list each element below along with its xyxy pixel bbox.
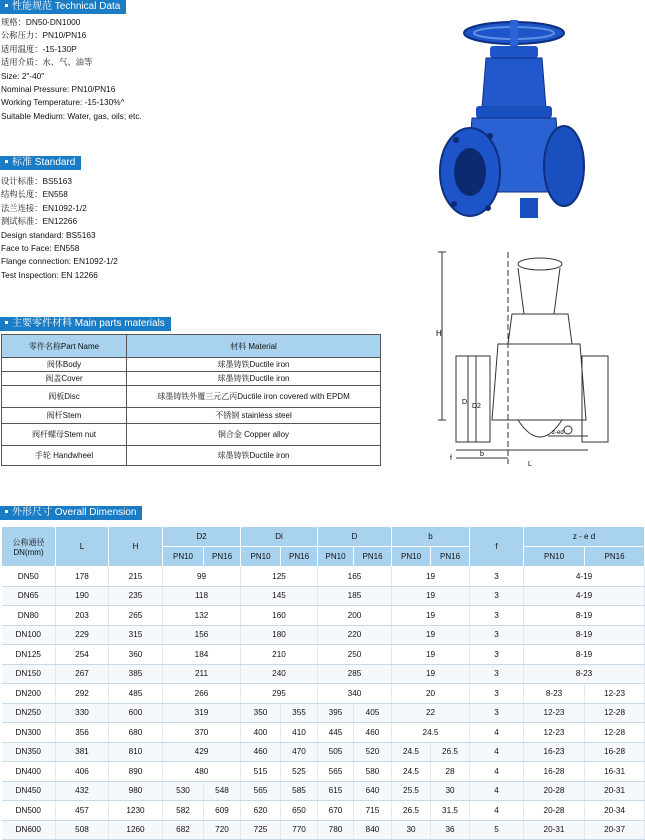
table-cell: 20-31 bbox=[585, 781, 645, 801]
table-cell: 球墨铸铁外覆三元乙丙Ductile iron covered with EPDM bbox=[127, 386, 381, 408]
table-cell: 285 bbox=[318, 664, 392, 684]
table-cell: 12-28 bbox=[585, 703, 645, 723]
table-cell: 阀杆Stem bbox=[2, 408, 127, 424]
table-cell: 8-23 bbox=[524, 684, 585, 704]
row-header-cell: DN300 bbox=[2, 723, 56, 743]
column-subheader: PN10 bbox=[163, 547, 204, 567]
table-cell: 铜合金 Copper alloy bbox=[127, 424, 381, 446]
spec-line: 规格：DN50-DN1000 bbox=[1, 17, 81, 27]
column-subheader: PN16 bbox=[431, 547, 470, 567]
standard-list bbox=[1, 175, 118, 282]
table-cell: 阀体Body bbox=[2, 358, 127, 372]
table-cell: 215 bbox=[109, 567, 163, 587]
label-D: D bbox=[462, 399, 468, 406]
column-header: D2 bbox=[163, 527, 241, 547]
table-cell: 22 bbox=[392, 703, 470, 723]
table-row bbox=[2, 684, 645, 704]
table-cell: 240 bbox=[241, 664, 318, 684]
table-cell: 615 bbox=[318, 781, 354, 801]
table-cell: 185 bbox=[318, 586, 392, 606]
row-header-cell: DN80 bbox=[2, 606, 56, 626]
table-row bbox=[2, 762, 645, 782]
table-row bbox=[2, 408, 381, 424]
table-cell: 3 bbox=[470, 664, 524, 684]
table-cell: 8-19 bbox=[524, 645, 645, 665]
table-cell: 4 bbox=[470, 801, 524, 821]
table-cell: 235 bbox=[109, 586, 163, 606]
column-header: H bbox=[109, 527, 163, 567]
table-cell: 229 bbox=[56, 625, 109, 645]
table-cell: 26.5 bbox=[431, 742, 470, 762]
table-cell: 330 bbox=[56, 703, 109, 723]
table-cell: 370 bbox=[163, 723, 241, 743]
table-cell: 8-23 bbox=[524, 664, 645, 684]
row-header-cell: DN500 bbox=[2, 801, 56, 821]
column-subheader: PN16 bbox=[281, 547, 318, 567]
table-header-row bbox=[2, 527, 645, 547]
table-cell: 640 bbox=[354, 781, 392, 801]
label-D2: D2 bbox=[472, 403, 481, 410]
table-cell: 156 bbox=[163, 625, 241, 645]
standard-line: 测试标准：EN12266 bbox=[1, 216, 78, 227]
table-cell: 980 bbox=[109, 781, 163, 801]
table-cell: 565 bbox=[318, 762, 354, 782]
section-header-parts bbox=[0, 317, 171, 331]
column-subheader: PN10 bbox=[392, 547, 431, 567]
technical-data-list bbox=[1, 16, 142, 123]
table-cell: 12-23 bbox=[585, 684, 645, 704]
table-header-row bbox=[2, 335, 381, 358]
table-cell: 手轮 Handwheel bbox=[2, 446, 127, 466]
table-cell: 20-31 bbox=[524, 820, 585, 840]
table-cell: 165 bbox=[318, 567, 392, 587]
table-cell: 132 bbox=[163, 606, 241, 626]
row-header-cell: DN350 bbox=[2, 742, 56, 762]
table-cell: 184 bbox=[163, 645, 241, 665]
section-header-technical-data bbox=[0, 0, 126, 14]
table-cell: 球墨铸铁Ductile iron bbox=[127, 372, 381, 386]
table-cell: 670 bbox=[318, 801, 354, 821]
section-header-standard bbox=[0, 156, 81, 170]
table-cell: 203 bbox=[56, 606, 109, 626]
table-cell: 24.5 bbox=[392, 742, 431, 762]
gate-valve-photo bbox=[436, 12, 592, 234]
table-row bbox=[2, 372, 381, 386]
table-cell: 254 bbox=[56, 645, 109, 665]
table-row bbox=[2, 703, 645, 723]
table-cell: 12-23 bbox=[524, 703, 585, 723]
table-cell: 266 bbox=[163, 684, 241, 704]
bullet-icon bbox=[5, 160, 8, 163]
table-cell: 385 bbox=[109, 664, 163, 684]
label-b: b bbox=[480, 451, 484, 458]
table-cell: 118 bbox=[163, 586, 241, 606]
table-cell: 1260 bbox=[109, 820, 163, 840]
section-title: 外形尺寸 Overall Dimension bbox=[12, 507, 137, 518]
table-cell: 20-28 bbox=[524, 801, 585, 821]
table-cell: 520 bbox=[354, 742, 392, 762]
table-cell: 3 bbox=[470, 645, 524, 665]
table-cell: 190 bbox=[56, 586, 109, 606]
table-row bbox=[2, 820, 645, 840]
row-header-cell: DN400 bbox=[2, 762, 56, 782]
table-row bbox=[2, 567, 645, 587]
table-row bbox=[2, 586, 645, 606]
table-cell: 250 bbox=[318, 645, 392, 665]
bullet-icon bbox=[5, 321, 8, 324]
table-cell: 20-37 bbox=[585, 820, 645, 840]
table-cell: 445 bbox=[318, 723, 354, 743]
table-cell: 840 bbox=[354, 820, 392, 840]
table-cell: 20-28 bbox=[524, 781, 585, 801]
table-cell: 36 bbox=[431, 820, 470, 840]
spec-line: Nominal Pressure: PN10/PN16 bbox=[1, 83, 116, 94]
table-cell: 770 bbox=[281, 820, 318, 840]
table-cell: 319 bbox=[163, 703, 241, 723]
table-row bbox=[2, 625, 645, 645]
label-f: f bbox=[450, 455, 452, 462]
table-cell: 8-19 bbox=[524, 606, 645, 626]
table-cell: 485 bbox=[109, 684, 163, 704]
table-cell: 阀杆螺母Stem nut bbox=[2, 424, 127, 446]
table-cell: 810 bbox=[109, 742, 163, 762]
table-cell: 220 bbox=[318, 625, 392, 645]
table-cell: 31.5 bbox=[431, 801, 470, 821]
table-cell: 30 bbox=[431, 781, 470, 801]
table-row bbox=[2, 358, 381, 372]
table-row bbox=[2, 801, 645, 821]
table-cell: 180 bbox=[241, 625, 318, 645]
table-cell: 315 bbox=[109, 625, 163, 645]
standard-line: Test Inspection: EN 12266 bbox=[1, 269, 98, 280]
standard-line: 结构长度：EN558 bbox=[1, 189, 68, 200]
bullet-icon bbox=[5, 4, 8, 7]
column-subheader: PN10 bbox=[241, 547, 281, 567]
table-cell: 19 bbox=[392, 606, 470, 626]
spec-line: 适用温度：-15-130P bbox=[1, 43, 77, 54]
table-row bbox=[2, 664, 645, 684]
table-row bbox=[2, 424, 381, 446]
column-header: Di bbox=[241, 527, 318, 547]
table-cell: 5 bbox=[470, 820, 524, 840]
table-cell: 24.5 bbox=[392, 723, 470, 743]
column-subheader: PN16 bbox=[354, 547, 392, 567]
spec-line: Suitable Medium: Water, gas, oils; etc. bbox=[1, 110, 142, 121]
column-header: L bbox=[56, 527, 109, 567]
table-cell: 3 bbox=[470, 606, 524, 626]
table-cell: 19 bbox=[392, 567, 470, 587]
standard-line: Flange connection: EN1092-1/2 bbox=[1, 256, 118, 267]
table-row bbox=[2, 742, 645, 762]
table-cell: 阀板Disc bbox=[2, 386, 127, 408]
table-cell: 405 bbox=[354, 703, 392, 723]
table-row bbox=[2, 723, 645, 743]
table-cell: 99 bbox=[163, 567, 241, 587]
column-subheader: PN16 bbox=[204, 547, 241, 567]
standard-line: 法兰连接：EN1092-1/2 bbox=[1, 202, 87, 213]
table-cell: 340 bbox=[318, 684, 392, 704]
table-cell: 395 bbox=[318, 703, 354, 723]
table-cell: 26.5 bbox=[392, 801, 431, 821]
table-cell: 470 bbox=[281, 742, 318, 762]
table-cell: 680 bbox=[109, 723, 163, 743]
column-subheader: PN16 bbox=[585, 547, 645, 567]
label-L: L bbox=[528, 461, 532, 468]
table-cell: 406 bbox=[56, 762, 109, 782]
table-row bbox=[2, 386, 381, 408]
table-cell: 3 bbox=[470, 684, 524, 704]
table-cell: 3 bbox=[470, 625, 524, 645]
table-cell: 432 bbox=[56, 781, 109, 801]
column-header: b bbox=[392, 527, 470, 547]
table-cell: 530 bbox=[163, 781, 204, 801]
row-header-cell: DN50 bbox=[2, 567, 56, 587]
table-cell: 715 bbox=[354, 801, 392, 821]
table-cell: 609 bbox=[204, 801, 241, 821]
table-cell: 4 bbox=[470, 762, 524, 782]
valve-dimension-drawing bbox=[428, 244, 616, 472]
table-cell: 3 bbox=[470, 703, 524, 723]
table-cell: 125 bbox=[241, 567, 318, 587]
table-cell: 200 bbox=[318, 606, 392, 626]
table-cell: 球墨铸铁Ductile iron bbox=[127, 446, 381, 466]
table-cell: 360 bbox=[109, 645, 163, 665]
column-header: 零件名称Part Name bbox=[2, 335, 127, 358]
table-cell: 650 bbox=[281, 801, 318, 821]
bullet-icon bbox=[5, 510, 8, 513]
table-cell: 19 bbox=[392, 625, 470, 645]
section-title: 性能规范 Technical Data bbox=[12, 1, 121, 12]
column-header: 材料 Material bbox=[127, 335, 381, 358]
table-cell: 350 bbox=[241, 703, 281, 723]
table-row bbox=[2, 446, 381, 466]
standard-line: 设计标准：BS5163 bbox=[1, 176, 73, 186]
table-row bbox=[2, 645, 645, 665]
spec-line: Size: 2"-40" bbox=[1, 70, 45, 81]
table-cell: 4-19 bbox=[524, 586, 645, 606]
row-header-cell: DN250 bbox=[2, 703, 56, 723]
table-cell: 211 bbox=[163, 664, 241, 684]
table-cell: 1230 bbox=[109, 801, 163, 821]
row-header-cell: DN65 bbox=[2, 586, 56, 606]
table-cell: 3 bbox=[470, 567, 524, 587]
table-cell: 19 bbox=[392, 645, 470, 665]
table-cell: 565 bbox=[241, 781, 281, 801]
table-cell: 580 bbox=[354, 762, 392, 782]
column-header: z - e d bbox=[524, 527, 645, 547]
column-subheader: PN10 bbox=[318, 547, 354, 567]
spec-line: 公称压力：PN10/PN16 bbox=[1, 30, 87, 41]
table-cell: 25.5 bbox=[392, 781, 431, 801]
table-cell: 球墨铸铁Ductile iron bbox=[127, 358, 381, 372]
table-cell: 不锈钢 stainless steel bbox=[127, 408, 381, 424]
label-H: H bbox=[436, 329, 442, 338]
table-cell: 515 bbox=[241, 762, 281, 782]
table-cell: 548 bbox=[204, 781, 241, 801]
table-cell: 19 bbox=[392, 586, 470, 606]
table-cell: 585 bbox=[281, 781, 318, 801]
table-cell: 381 bbox=[56, 742, 109, 762]
table-cell: 4-19 bbox=[524, 567, 645, 587]
table-cell: 600 bbox=[109, 703, 163, 723]
table-cell: 429 bbox=[163, 742, 241, 762]
table-cell: 582 bbox=[163, 801, 204, 821]
table-cell: 720 bbox=[204, 820, 241, 840]
table-cell: 400 bbox=[241, 723, 281, 743]
table-cell: 24.5 bbox=[392, 762, 431, 782]
table-cell: 505 bbox=[318, 742, 354, 762]
row-header-cell: DN150 bbox=[2, 664, 56, 684]
table-cell: 16-28 bbox=[585, 742, 645, 762]
spec-line: 适用介质：水、气、油等 bbox=[1, 57, 93, 68]
table-cell: 460 bbox=[241, 742, 281, 762]
table-cell: 28 bbox=[431, 762, 470, 782]
row-header-cell: DN125 bbox=[2, 645, 56, 665]
table-cell: 267 bbox=[56, 664, 109, 684]
parts-table bbox=[1, 334, 381, 466]
table-cell: 20 bbox=[392, 684, 470, 704]
row-header-cell: DN200 bbox=[2, 684, 56, 704]
spec-line: Working Temperature: -15-130%^ bbox=[1, 97, 125, 108]
table-cell: 620 bbox=[241, 801, 281, 821]
table-cell: 460 bbox=[354, 723, 392, 743]
table-cell: 508 bbox=[56, 820, 109, 840]
table-cell: 682 bbox=[163, 820, 204, 840]
table-cell: 780 bbox=[318, 820, 354, 840]
column-header: 公称通径DN(mm) bbox=[2, 527, 56, 567]
column-header: D bbox=[318, 527, 392, 547]
table-cell: 292 bbox=[56, 684, 109, 704]
table-cell: 16-23 bbox=[524, 742, 585, 762]
table-cell: 178 bbox=[56, 567, 109, 587]
row-header-cell: DN100 bbox=[2, 625, 56, 645]
column-subheader: PN10 bbox=[524, 547, 585, 567]
table-cell: 210 bbox=[241, 645, 318, 665]
table-cell: 4 bbox=[470, 781, 524, 801]
table-cell: 12-28 bbox=[585, 723, 645, 743]
table-cell: 19 bbox=[392, 664, 470, 684]
section-title: 标准 Standard bbox=[12, 157, 76, 168]
table-cell: 410 bbox=[281, 723, 318, 743]
table-cell: 160 bbox=[241, 606, 318, 626]
table-cell: 16-28 bbox=[524, 762, 585, 782]
section-title: 主要零件材料 Main parts materials bbox=[12, 318, 165, 329]
table-cell: 457 bbox=[56, 801, 109, 821]
table-cell: 295 bbox=[241, 684, 318, 704]
row-header-cell: DN450 bbox=[2, 781, 56, 801]
table-row bbox=[2, 606, 645, 626]
table-cell: 4 bbox=[470, 742, 524, 762]
row-header-cell: DN600 bbox=[2, 820, 56, 840]
table-cell: 725 bbox=[241, 820, 281, 840]
table-row bbox=[2, 781, 645, 801]
standard-line: Design standard: BS5163 bbox=[1, 229, 96, 240]
table-cell: 356 bbox=[56, 723, 109, 743]
table-cell: 890 bbox=[109, 762, 163, 782]
table-cell: 20-34 bbox=[585, 801, 645, 821]
table-cell: 265 bbox=[109, 606, 163, 626]
column-header: f bbox=[470, 527, 524, 567]
table-cell: 480 bbox=[163, 762, 241, 782]
standard-line: Face to Face: EN558 bbox=[1, 242, 80, 253]
table-cell: 145 bbox=[241, 586, 318, 606]
table-cell: 16-31 bbox=[585, 762, 645, 782]
table-cell: 阀盖Cover bbox=[2, 372, 127, 386]
table-cell: 30 bbox=[392, 820, 431, 840]
section-header-dimension bbox=[0, 506, 142, 520]
table-cell: 4 bbox=[470, 723, 524, 743]
table-cell: 12-23 bbox=[524, 723, 585, 743]
table-cell: 525 bbox=[281, 762, 318, 782]
table-cell: 355 bbox=[281, 703, 318, 723]
table-cell: 8-19 bbox=[524, 625, 645, 645]
dimension-table bbox=[1, 526, 645, 840]
label-zed: z-ed bbox=[552, 430, 564, 436]
table-cell: 3 bbox=[470, 586, 524, 606]
